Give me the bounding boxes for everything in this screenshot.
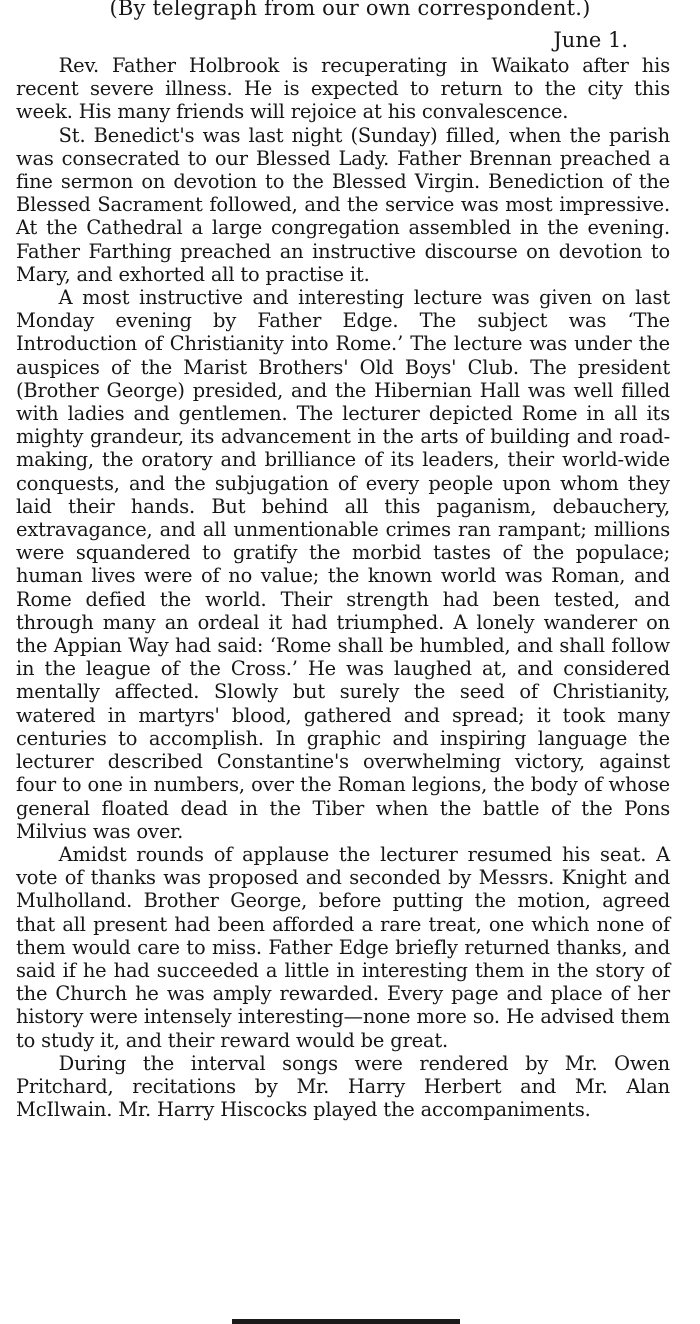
dateline: June 1.: [553, 28, 628, 52]
paragraph-interval: During the interval songs were rendered by Mr. Owen Pritchard, recitations by Mr. Harry Herbert and Mr. Alan McIlwain. Mr. Harry Hiscocks played the accompaniments.: [16, 1051, 670, 1122]
paragraph-st-benedicts: St. Benedict's was last night (Sunday) filled, when the parish was consecrated to our Blessed Lady. Father Brennan preached a fine sermon on devotion to the Blessed Virgin. Benediction of the Blessed Sacrament followed, and the service was most impressive. At the Cathedral a large congregation assembled in the evening. Father Farthing preached an instructive discourse on devotion to Mary, and exhorted all to practise it.: [16, 123, 670, 286]
column-end-rule: [232, 1319, 460, 1324]
byline: (By telegraph from our own correspondent.): [109, 0, 591, 20]
paragraph-lecture: A most instructive and interesting lecture was given on last Monday evening by Father Edge. The subject was ‘The Introduction of Christianity into Rome.’ The lecture was under the auspices of the Marist Brothers' Old Boys' Club. The president (Brother George) presided, and the Hibernian Hall was well filled with ladies and gentlemen. The lecturer depicted Rome in all its mighty grandeur, its advancement in the arts of building and road-making, the oratory and brilliance of its leaders, their world-wide conquests, and the subjugation of every people upon whom they laid their hands. But behind all this paganism, debauchery, extravagance, and all unmentionable crimes ran rampant; millions were squandered to gratify the morbid tastes of the populace; human lives were of no value; the known world was Roman, and Rome defied the world. Their strength had been tested, and through many an ordeal it had triumphed. A lonely wanderer on the Appian Way had said: ‘Rome shall be humbled, and shall follow in the league of the Cross.’ He was laughed at, and considered mentally affected. Slowly but surely the seed of Christianity, watered in martyrs' blood, gathered and spread; it took many centuries to accomplish. In graphic and inspiring language the lecturer described Constantine's overwhelming victory, against four to one in numbers, over the Roman legions, the body of whose general floated dead in the Tiber when the battle of the Pons Milvius was over.: [16, 286, 670, 843]
paragraph-holbrook: Rev. Father Holbrook is recuperating in Waikato after his recent severe illness. He is expected to return to the city this week. His many friends will rejoice at his convalescence.: [16, 54, 670, 124]
article-body: [16, 54, 670, 1121]
paragraph-vote-of-thanks: Amidst rounds of applause the lecturer resumed his seat. A vote of thanks was proposed and seconded by Messrs. Knight and Mulholland. Brother George, before putting the motion, agreed that all present had been afforded a rare treat, one which none of them would care to miss. Father Edge briefly returned thanks, and said if he had succeeded a little in interesting them in the story of the Church he was amply rewarded. Every page and place of her history were intensely interesting—none more so. He advised them to study it, and their reward would be great.: [16, 842, 670, 1052]
